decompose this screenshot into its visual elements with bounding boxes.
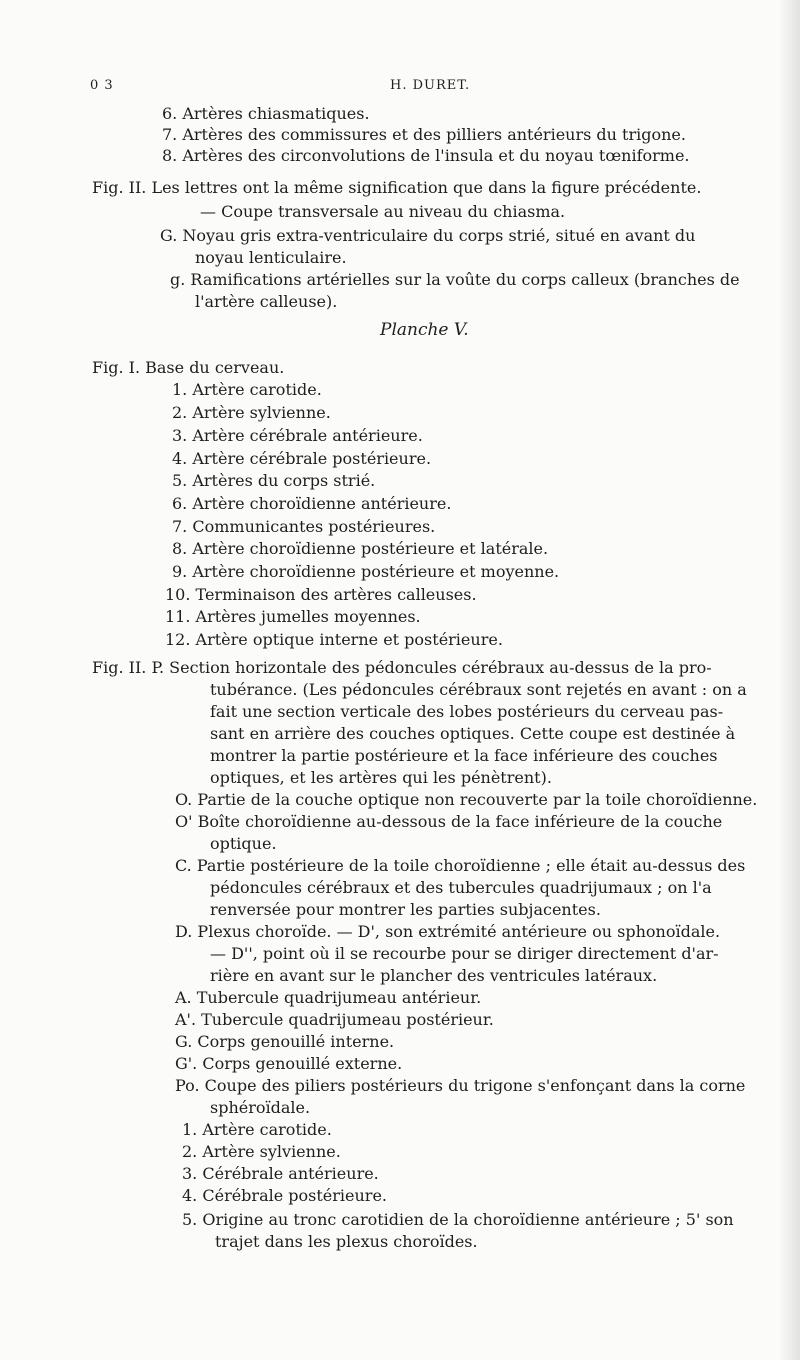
text-line: 7. Communicantes postérieures. [172,517,436,536]
text-line: 1. Artère carotide. [182,1120,332,1139]
text-line: Fig. I. Base du cerveau. [92,358,285,377]
text-line: rière en avant sur le plancher des ventricules latéraux. [210,966,658,985]
text-line: 3. Cérébrale antérieure. [182,1164,379,1183]
text-line: 2. Artère sylvienne. [182,1142,341,1161]
text-line: 2. Artère sylvienne. [172,403,331,422]
text-line: 6. Artères chiasmatiques. [162,104,370,123]
text-line: D. Plexus choroïde. — D', son extrémité antérieure ou sphonoïdale. [175,922,721,941]
text-line: g. Ramifications artérielles sur la voûte du corps calleux (branches de [170,270,740,289]
text-line: sant en arrière des couches optiques. Cette coupe est destinée à [210,724,736,743]
text-line: Po. Coupe des piliers postérieurs du trigone s'enfonçant dans la corne [175,1076,746,1095]
page-edge-shadow [778,0,800,1360]
text-line: l'artère calleuse). [195,292,338,311]
text-line: 4. Artère cérébrale postérieure. [172,449,432,468]
text-line: 8. Artère choroïdienne postérieure et latérale. [172,539,549,558]
text-line: Fig. II. P. Section horizontale des pédoncules cérébraux au-dessus de la pro- [92,658,712,677]
text-line: 3. Artère cérébrale antérieure. [172,426,423,445]
text-line: — Coupe transversale au niveau du chiasma. [200,202,566,221]
text-line: G. Corps genouillé interne. [175,1032,395,1051]
text-line: 11. Artères jumelles moyennes. [165,607,421,626]
running-header [90,78,790,100]
text-line: pédoncules cérébraux et des tubercules quadrijumaux ; on l'a [210,878,712,897]
text-line: tubérance. (Les pédoncules cérébraux sont rejetés en avant : on a [210,680,747,699]
text-line: A. Tubercule quadrijumeau antérieur. [175,988,482,1007]
text-line: — D'', point où il se recourbe pour se diriger directement d'ar- [210,944,719,963]
text-line: fait une section verticale des lobes postérieurs du cerveau pas- [210,702,724,721]
text-line: renversée pour montrer les parties subjacentes. [210,900,601,919]
text-line: optiques, et les artères qui les pénètrent). [210,768,552,787]
text-line: 5. Origine au tronc carotidien de la choroïdienne antérieure ; 5' son [182,1210,734,1229]
plate-heading: Planche V. [380,320,469,340]
text-line: montrer la partie postérieure et la face inférieure des couches [210,746,718,765]
running-author: H. DURET. [390,78,471,93]
text-line: 9. Artère choroïdienne postérieure et moyenne. [172,562,560,581]
page-number: 0 3 [90,78,114,93]
text-line: trajet dans les plexus choroïdes. [215,1232,478,1251]
text-line: 7. Artères des commissures et des pilliers antérieurs du trigone. [162,125,686,144]
text-line: optique. [210,834,277,853]
text-line: G'. Corps genouillé externe. [175,1054,403,1073]
text-line: 12. Artère optique interne et postérieure. [165,630,503,649]
text-line: Fig. II. Les lettres ont la même signification que dans la figure précédente. [92,178,702,197]
text-line: C. Partie postérieure de la toile choroïdienne ; elle était au-dessus des [175,856,746,875]
text-line: O' Boîte choroïdienne au-dessous de la face inférieure de la couche [175,812,723,831]
text-line: 6. Artère choroïdienne antérieure. [172,494,452,513]
text-line: A'. Tubercule quadrijumeau postérieur. [175,1010,494,1029]
text-line: O. Partie de la couche optique non recouverte par la toile choroïdienne. [175,790,758,809]
text-line: 1. Artère carotide. [172,380,322,399]
text-line: 10. Terminaison des artères calleuses. [165,585,477,604]
text-line: noyau lenticulaire. [195,248,347,267]
text-line: 4. Cérébrale postérieure. [182,1186,388,1205]
text-line: 8. Artères des circonvolutions de l'insula et du noyau tœniforme. [162,146,690,165]
text-line: G. Noyau gris extra-ventriculaire du corps strié, situé en avant du [160,226,696,245]
text-line: sphéroïdale. [210,1098,311,1117]
text-line: 5. Artères du corps strié. [172,471,376,490]
